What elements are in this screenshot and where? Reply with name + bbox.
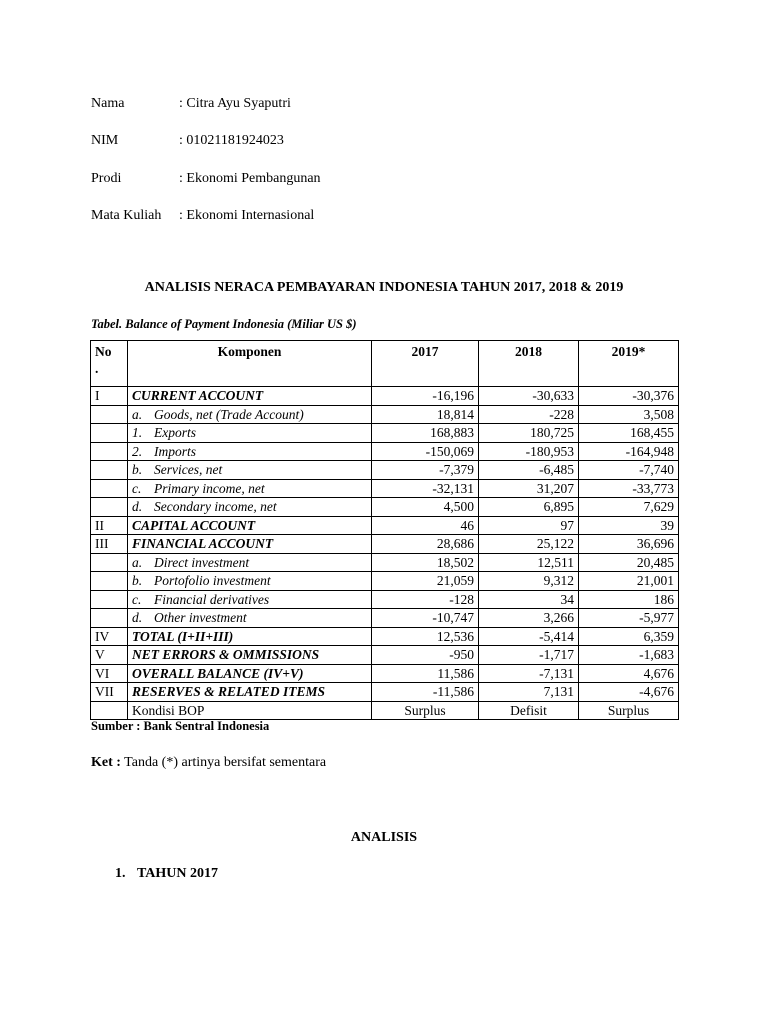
table-row: [91, 535, 679, 554]
row-number: [91, 609, 128, 628]
row-marker: b.: [132, 462, 143, 478]
table-row: [91, 664, 679, 683]
row-component: OVERALL BALANCE (IV+V): [128, 664, 372, 683]
note-text: Tanda (*) artinya bersifat sementara: [120, 755, 327, 770]
row-component: FINANCIAL ACCOUNT: [128, 535, 372, 554]
value-2019: 7,629: [579, 498, 679, 517]
value-2017: 28,686: [372, 535, 479, 554]
value-2017: -950: [372, 646, 479, 665]
info-label: Prodi: [91, 171, 122, 186]
row-marker: b.: [132, 573, 143, 589]
value-2017: 18,502: [372, 553, 479, 572]
row-number: [91, 424, 128, 443]
year-section-heading: [115, 866, 218, 882]
row-label: Goods, net (Trade Account): [154, 406, 304, 422]
row-marker: a.: [132, 406, 143, 422]
value-2018: 180,725: [479, 424, 579, 443]
value-2017: -11,586: [372, 683, 479, 702]
row-number: VII: [91, 683, 128, 702]
value-2017: -128: [372, 590, 479, 609]
value-2018: -7,131: [479, 664, 579, 683]
table-row: [91, 516, 679, 535]
value-2019: 39: [579, 516, 679, 535]
value-2018: 97: [479, 516, 579, 535]
row-component: [128, 461, 372, 480]
table-header-row: [91, 341, 679, 387]
table-caption: Tabel. Balance of Payment Indonesia (Miliar US $): [91, 317, 357, 331]
value-2017: 46: [372, 516, 479, 535]
row-component: RESERVES & RELATED ITEMS: [128, 683, 372, 702]
table-row: [91, 405, 679, 424]
document-title: ANALISIS NERACA PEMBAYARAN INDONESIA TAHUN 2017, 2018 & 2019: [144, 280, 624, 295]
row-marker: d.: [132, 499, 143, 515]
value-2019: -7,740: [579, 461, 679, 480]
row-component: CURRENT ACCOUNT: [128, 387, 372, 406]
value-2017: -7,379: [372, 461, 479, 480]
row-label: Portofolio investment: [154, 573, 271, 589]
condition-row: [91, 701, 679, 720]
row-label: Imports: [154, 443, 197, 459]
row-label: Exports: [154, 425, 196, 441]
value-2019: -164,948: [579, 442, 679, 461]
value-2017: -10,747: [372, 609, 479, 628]
row-marker: a.: [132, 554, 143, 570]
value-2019: 3,508: [579, 405, 679, 424]
row-component: [128, 553, 372, 572]
header-2017: 2017: [372, 341, 479, 387]
value-2017: 11,586: [372, 664, 479, 683]
row-number: IV: [91, 627, 128, 646]
header-2019: 2019*: [579, 341, 679, 387]
info-row: [91, 171, 321, 187]
value-2017: 21,059: [372, 572, 479, 591]
row-component: NET ERRORS & OMMISSIONS: [128, 646, 372, 665]
row-number: [91, 553, 128, 572]
table-row: [91, 683, 679, 702]
info-value: : Ekonomi Internasional: [179, 208, 315, 223]
row-label: Services, net: [154, 462, 223, 478]
row-component: [128, 590, 372, 609]
row-label: Financial derivatives: [154, 591, 270, 607]
table-row: [91, 553, 679, 572]
year-section-label: TAHUN 2017: [137, 866, 219, 881]
value-2019: 186: [579, 590, 679, 609]
condition-2017: Surplus: [372, 701, 479, 720]
value-2018: 6,895: [479, 498, 579, 517]
value-2019: 21,001: [579, 572, 679, 591]
value-2017: -16,196: [372, 387, 479, 406]
value-2019: -4,676: [579, 683, 679, 702]
condition-2019: Surplus: [579, 701, 679, 720]
value-2018: -30,633: [479, 387, 579, 406]
value-2019: 4,676: [579, 664, 679, 683]
row-component: TOTAL (I+II+III): [128, 627, 372, 646]
row-component: [128, 479, 372, 498]
row-component: [128, 572, 372, 591]
table-note: [91, 755, 326, 771]
row-number: [91, 461, 128, 480]
year-section-number: 1.: [115, 866, 126, 881]
value-2018: -5,414: [479, 627, 579, 646]
table-row: [91, 646, 679, 665]
balance-of-payment-table: [90, 340, 679, 720]
info-label: NIM: [91, 133, 119, 148]
row-label: Secondary income, net: [154, 499, 277, 515]
value-2018: -6,485: [479, 461, 579, 480]
value-2018: 25,122: [479, 535, 579, 554]
value-2019: -1,683: [579, 646, 679, 665]
table-source: Sumber : Bank Sentral Indonesia: [91, 719, 270, 733]
info-row: [91, 133, 284, 149]
header-2018: 2018: [479, 341, 579, 387]
condition-no-cell: [91, 701, 128, 720]
value-2019: 6,359: [579, 627, 679, 646]
value-2018: 34: [479, 590, 579, 609]
info-label: Nama: [91, 96, 125, 111]
note-key: Ket :: [91, 755, 121, 770]
table-row: [91, 572, 679, 591]
table-row: [91, 442, 679, 461]
table-row: [91, 609, 679, 628]
value-2017: -150,069: [372, 442, 479, 461]
value-2017: 4,500: [372, 498, 479, 517]
value-2017: -32,131: [372, 479, 479, 498]
row-number: I: [91, 387, 128, 406]
value-2019: 20,485: [579, 553, 679, 572]
value-2019: 168,455: [579, 424, 679, 443]
value-2017: 18,814: [372, 405, 479, 424]
info-value: : Citra Ayu Syaputri: [179, 96, 291, 111]
row-component: [128, 405, 372, 424]
value-2018: -1,717: [479, 646, 579, 665]
info-value: : 01021181924023: [179, 133, 284, 148]
row-label: Other investment: [154, 610, 247, 626]
info-row: [91, 208, 314, 224]
row-marker: c.: [132, 591, 142, 607]
info-row: [91, 96, 291, 112]
row-number: VI: [91, 664, 128, 683]
table-row: [91, 498, 679, 517]
value-2019: -33,773: [579, 479, 679, 498]
row-component: [128, 424, 372, 443]
table-row: [91, 627, 679, 646]
row-marker: c.: [132, 480, 142, 496]
value-2018: -180,953: [479, 442, 579, 461]
row-component: [128, 609, 372, 628]
table-row: [91, 590, 679, 609]
table-row: [91, 479, 679, 498]
row-number: [91, 590, 128, 609]
value-2018: 9,312: [479, 572, 579, 591]
info-value: : Ekonomi Pembangunan: [179, 171, 321, 186]
value-2019: 36,696: [579, 535, 679, 554]
row-label: Direct investment: [154, 554, 250, 570]
row-number: [91, 498, 128, 517]
row-number: [91, 572, 128, 591]
row-marker: d.: [132, 610, 143, 626]
info-label: Mata Kuliah: [91, 208, 162, 223]
row-component: CAPITAL ACCOUNT: [128, 516, 372, 535]
table-row: [91, 387, 679, 406]
table-row: [91, 424, 679, 443]
condition-label: Kondisi BOP: [128, 701, 372, 720]
value-2018: -228: [479, 405, 579, 424]
row-number: [91, 479, 128, 498]
value-2019: -30,376: [579, 387, 679, 406]
row-number: III: [91, 535, 128, 554]
value-2018: 7,131: [479, 683, 579, 702]
value-2017: 168,883: [372, 424, 479, 443]
row-label: Primary income, net: [154, 480, 265, 496]
header-no: No .: [91, 341, 128, 387]
row-marker: 2.: [132, 443, 143, 459]
value-2018: 12,511: [479, 553, 579, 572]
row-number: [91, 405, 128, 424]
analysis-heading: ANALISIS: [350, 830, 418, 845]
row-marker: 1.: [132, 425, 143, 441]
table-row: [91, 461, 679, 480]
header-komponen: Komponen: [128, 341, 372, 387]
value-2019: -5,977: [579, 609, 679, 628]
value-2018: 31,207: [479, 479, 579, 498]
row-component: [128, 442, 372, 461]
value-2018: 3,266: [479, 609, 579, 628]
row-number: V: [91, 646, 128, 665]
condition-2018: Defisit: [479, 701, 579, 720]
row-component: [128, 498, 372, 517]
value-2017: 12,536: [372, 627, 479, 646]
row-number: II: [91, 516, 128, 535]
row-number: [91, 442, 128, 461]
